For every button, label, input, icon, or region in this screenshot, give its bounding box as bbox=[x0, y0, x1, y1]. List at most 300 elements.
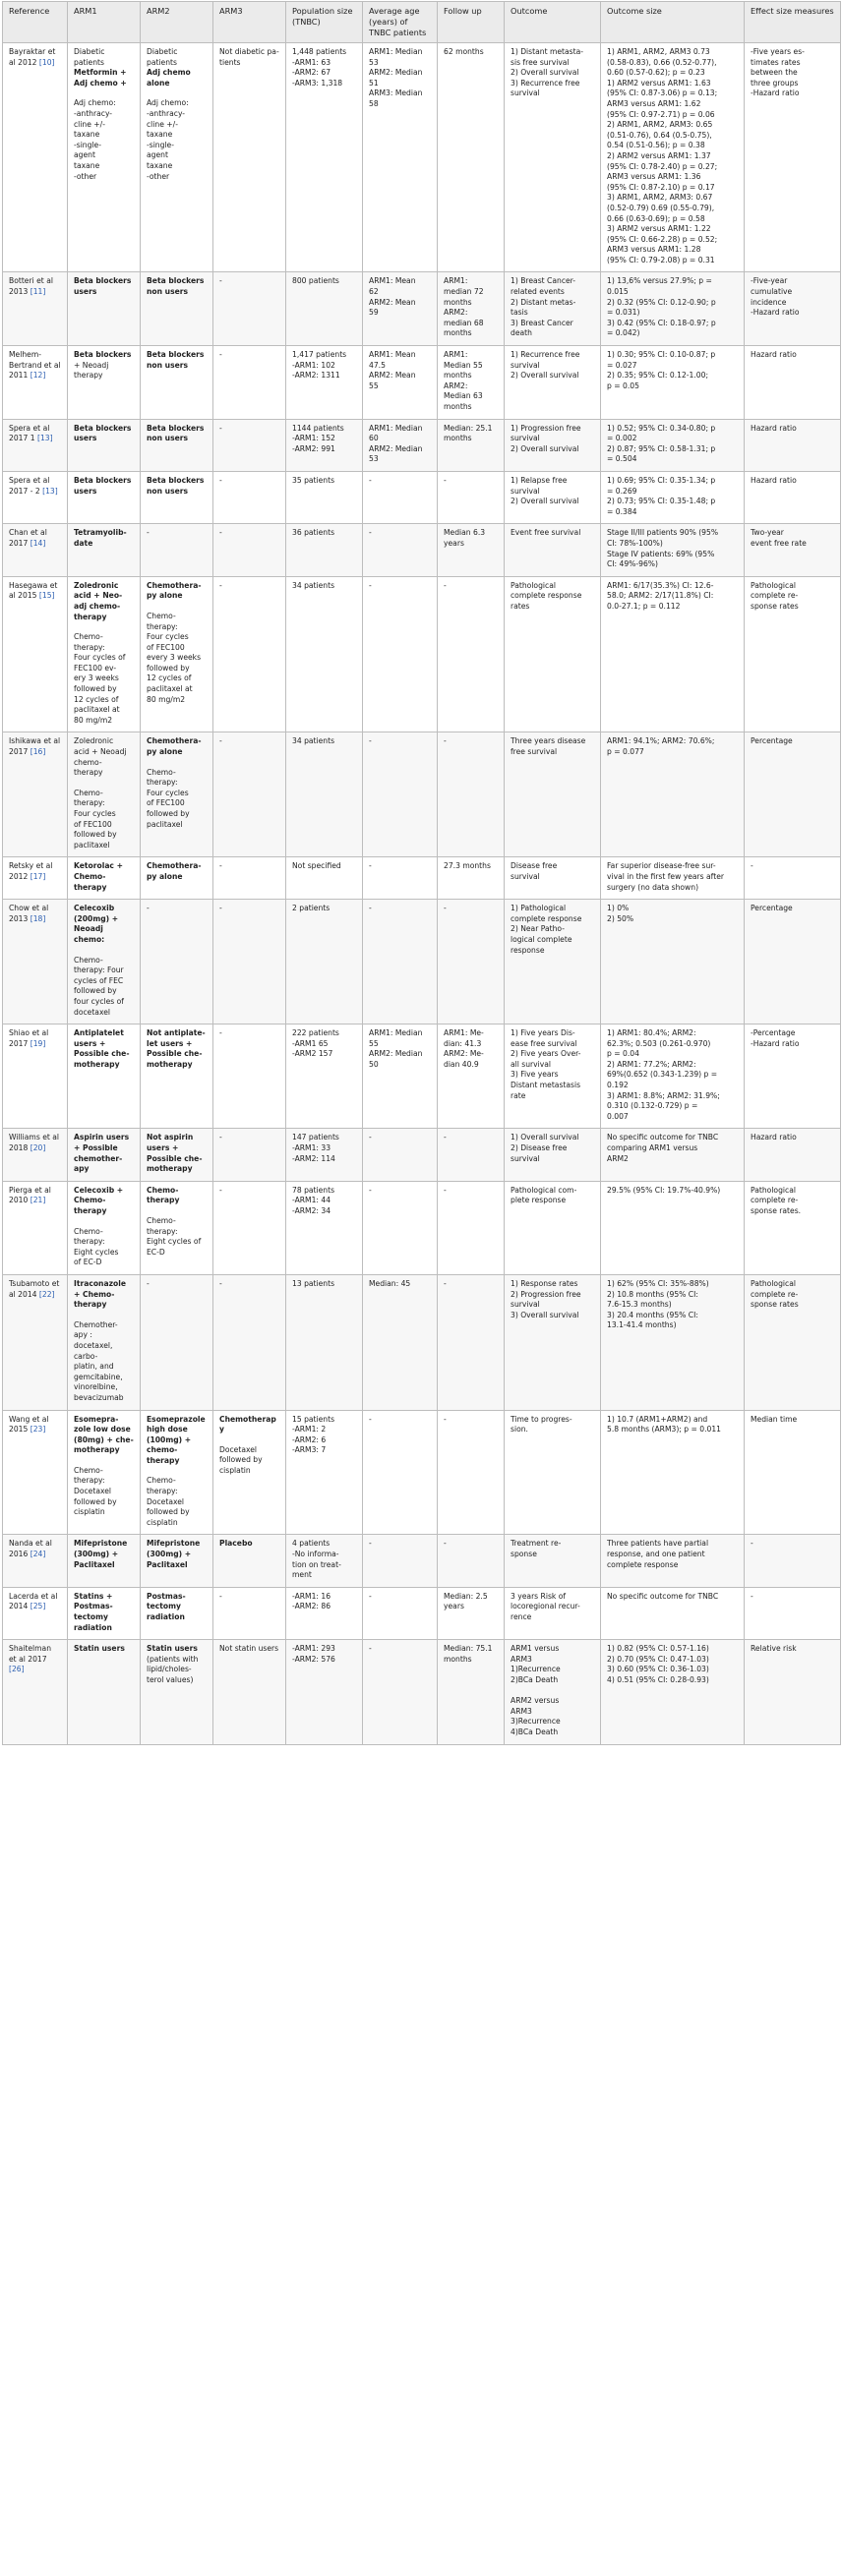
arm1-details: Chemo- therapy: Eight cycles of EC-D bbox=[74, 1226, 119, 1267]
cell-population bbox=[286, 732, 363, 857]
cell-outcome-size bbox=[601, 1129, 745, 1181]
arm2-after: (patients with lipid/choles- terol values) bbox=[147, 1654, 199, 1684]
cell-age bbox=[363, 419, 438, 471]
cell-age bbox=[363, 524, 438, 576]
cell-arm3 bbox=[213, 1640, 286, 1744]
cell-effect-text: -Five years es- timates rates between the three groups -Hazard ratio bbox=[751, 47, 805, 98]
reference-link[interactable]: [16] bbox=[30, 747, 46, 757]
header-population: Population size (TNBC) bbox=[286, 2, 363, 43]
cell-population-text: 36 patients bbox=[292, 528, 335, 538]
reference-text: Hasegawa et al 2015 bbox=[9, 580, 58, 601]
arm2-treatment: Statin users bbox=[147, 1644, 198, 1654]
cell-age bbox=[363, 471, 438, 523]
cell-reference bbox=[3, 1587, 68, 1639]
reference-text: Wang et al 2015 bbox=[9, 1414, 49, 1434]
cell-age-text: - bbox=[369, 1133, 372, 1142]
cell-outcome-size-text: Far superior disease-free sur- vival in the first few years after surgery (no data shown) bbox=[607, 861, 724, 892]
reference-text: Retsky et al 2012 bbox=[9, 861, 53, 881]
cell-arm2 bbox=[141, 524, 213, 576]
cell-outcome-size-text: 1) 62% (95% CI: 35%-88%) 2) 10.8 months (95% CI: 7.6-15.3 months) 3) 20.4 months (95% CI: 13.1-41.4 months) bbox=[607, 1278, 709, 1330]
arm1-treatment: Beta blockers bbox=[74, 350, 132, 360]
cell-outcome-text: 1) Pathological complete response 2) Near Patho- logical complete response bbox=[511, 904, 582, 955]
cell-population bbox=[286, 1025, 363, 1129]
cell-follow-up-text: - bbox=[444, 1414, 447, 1424]
cell-age bbox=[363, 732, 438, 857]
arm2-details: Chemo- therapy: Eight cycles of EC-D bbox=[147, 1216, 202, 1257]
table-row bbox=[3, 1587, 841, 1639]
cell-arm1 bbox=[68, 1587, 141, 1639]
arm1-treatment: Ketorolac + Chemo-therapy bbox=[74, 861, 123, 892]
reference-link[interactable]: [13] bbox=[42, 486, 58, 496]
cell-population-text: 800 patients bbox=[292, 276, 339, 286]
cell-follow-up-text: - bbox=[444, 1539, 447, 1549]
arm2-details: Chemo- therapy: Four cycles of FEC100 every 3 weeks followed by 12 cycles of paclitaxel at 80 mg/m2 bbox=[147, 611, 202, 704]
cell-arm3 bbox=[213, 576, 286, 732]
cell-arm1 bbox=[68, 524, 141, 576]
reference-text: Chow et al 2013 bbox=[9, 904, 49, 923]
cell-arm2 bbox=[141, 43, 213, 272]
cell-arm1 bbox=[68, 272, 141, 346]
reference-link[interactable]: [25] bbox=[30, 1602, 46, 1611]
cell-reference bbox=[3, 346, 68, 420]
cell-effect bbox=[745, 346, 841, 420]
cell-outcome-size bbox=[601, 732, 745, 857]
reference-link[interactable]: [15] bbox=[38, 591, 55, 601]
cell-age-text: - bbox=[369, 1539, 372, 1549]
cell-age-text: - bbox=[369, 1644, 372, 1654]
cell-population bbox=[286, 1181, 363, 1274]
header-outcome: Outcome bbox=[505, 2, 601, 43]
cell-arm3 bbox=[213, 1025, 286, 1129]
cell-effect bbox=[745, 1274, 841, 1410]
cell-outcome bbox=[505, 346, 601, 420]
cell-reference bbox=[3, 576, 68, 732]
arm3-text: - bbox=[219, 1185, 222, 1195]
cell-outcome-text: Pathological complete response rates bbox=[511, 580, 582, 611]
cell-population-text: 13 patients bbox=[292, 1278, 335, 1288]
arm2-details: Chemo- therapy: Docetaxel followed by cisplatin bbox=[147, 1476, 190, 1527]
cell-reference bbox=[3, 857, 68, 900]
cell-population-text: 1144 patients -ARM1: 152 -ARM2: 991 bbox=[292, 423, 344, 453]
cell-arm1 bbox=[68, 1025, 141, 1129]
cell-arm3 bbox=[213, 1535, 286, 1587]
cell-outcome-size bbox=[601, 43, 745, 272]
cell-arm2 bbox=[141, 1640, 213, 1744]
cell-outcome bbox=[505, 1025, 601, 1129]
cell-effect-text: Percentage bbox=[751, 904, 793, 913]
cell-effect bbox=[745, 900, 841, 1025]
cell-reference bbox=[3, 732, 68, 857]
cell-outcome-size-text: 1) 0% 2) 50% bbox=[607, 904, 634, 923]
cell-outcome-size-text: 29.5% (95% CI: 19.7%-40.9%) bbox=[607, 1185, 721, 1195]
cell-outcome bbox=[505, 1535, 601, 1587]
cell-outcome-size bbox=[601, 1274, 745, 1410]
cell-reference bbox=[3, 471, 68, 523]
reference-text: Spera et al 2017 1 bbox=[9, 423, 50, 443]
reference-link[interactable]: [24] bbox=[30, 1550, 46, 1559]
cell-outcome-size bbox=[601, 346, 745, 420]
cell-age-text: - bbox=[369, 580, 372, 590]
reference-link[interactable]: [18] bbox=[30, 913, 46, 923]
cell-outcome-size bbox=[601, 524, 745, 576]
reference-link[interactable]: [21] bbox=[30, 1196, 46, 1205]
cell-arm1 bbox=[68, 900, 141, 1025]
cell-effect bbox=[745, 1181, 841, 1274]
cell-follow-up bbox=[438, 471, 505, 523]
cell-age bbox=[363, 1025, 438, 1129]
cell-arm2 bbox=[141, 1587, 213, 1639]
cell-follow-up bbox=[438, 576, 505, 732]
arm1-after: + Neoadj therapy bbox=[74, 360, 109, 381]
cell-outcome-text: 1) Five years Dis- ease free survival 2) Five years Over- all survival 3) Five years Distant metastasis rate bbox=[511, 1028, 581, 1100]
cell-outcome bbox=[505, 1640, 601, 1744]
reference-link[interactable]: [22] bbox=[38, 1289, 55, 1299]
cell-outcome bbox=[505, 1410, 601, 1535]
cell-arm1 bbox=[68, 346, 141, 420]
arm2-treatment: Chemothera- py alone bbox=[147, 736, 202, 757]
cell-effect-text: Relative risk bbox=[751, 1644, 797, 1654]
cell-arm2 bbox=[141, 419, 213, 471]
cell-effect bbox=[745, 1025, 841, 1129]
cell-follow-up-text: - bbox=[444, 580, 447, 590]
table-row bbox=[3, 1181, 841, 1274]
arm2-treatment: Not aspirin users + Possible che- motherapy bbox=[147, 1133, 203, 1174]
cell-outcome-size-text: 1) 0.30; 95% CI: 0.10-0.87; p = 0.027 2) 0.35; 95% CI: 0.12-1.00; p = 0.05 bbox=[607, 350, 716, 390]
cell-effect-text: Pathological complete re- sponse rates bbox=[751, 1278, 799, 1310]
cell-population bbox=[286, 576, 363, 732]
cell-age-text: - bbox=[369, 1185, 372, 1195]
cell-reference bbox=[3, 43, 68, 272]
cell-outcome-size bbox=[601, 1587, 745, 1639]
cell-effect-text: Median time bbox=[751, 1414, 798, 1424]
cell-arm3 bbox=[213, 1410, 286, 1535]
cell-follow-up-text: Median 6.3 years bbox=[444, 528, 486, 548]
arm3-text: - bbox=[219, 528, 222, 538]
arm1-treatment: Beta blockers users bbox=[74, 423, 132, 443]
cell-outcome-text: Pathological com- plete response bbox=[511, 1185, 577, 1205]
arm2-text: - bbox=[147, 1278, 150, 1288]
arm1-treatment: Celecoxib (200mg) + Neoadj chemo: bbox=[74, 904, 119, 944]
arm2-treatment: Adj chemo alone bbox=[147, 68, 191, 88]
reference-link[interactable]: [14] bbox=[30, 538, 46, 548]
cell-outcome bbox=[505, 43, 601, 272]
cell-arm2 bbox=[141, 576, 213, 732]
arm2-treatment: Chemothera- py alone bbox=[147, 861, 202, 881]
cell-population bbox=[286, 272, 363, 346]
cell-outcome-text: 1) Distant metasta- sis free survival 2) Overall survival 3) Recurrence free survival bbox=[511, 47, 583, 98]
cell-arm3 bbox=[213, 346, 286, 420]
cell-outcome-size-text: No specific outcome for TNBC bbox=[607, 1591, 719, 1601]
cell-population bbox=[286, 1535, 363, 1587]
cell-arm1 bbox=[68, 471, 141, 523]
arm1-treatment: Metformin + Adj chemo + bbox=[74, 68, 127, 88]
cell-age bbox=[363, 1129, 438, 1181]
cell-follow-up-text: ARM1: Me- dian: 41.3 ARM2: Me- dian 40.9 bbox=[444, 1028, 484, 1069]
cell-follow-up-text: - bbox=[444, 904, 447, 913]
cell-follow-up-text: 27.3 months bbox=[444, 861, 491, 871]
cell-age bbox=[363, 576, 438, 732]
arm3-treatment: Chemotherapy bbox=[219, 1414, 276, 1434]
cell-effect bbox=[745, 524, 841, 576]
cell-arm2 bbox=[141, 1274, 213, 1410]
table-row bbox=[3, 272, 841, 346]
cell-outcome-size-text: 1) ARM1, ARM2, ARM3 0.73 (0.58-0.83), 0.66 (0.52-0.77), 0.60 (0.57-0.62); p = 0.23 1) ARM2 versus ARM1: 1.63 (95% CI: 0.87-3.06) p = 0.13; ARM3 versus ARM1: 1.62 (95% CI: 0.97-2.71) p = 0.06 2) ARM1, ARM2, ARM3: 0.65 (0.51-0.76), 0.64 (0.5-0.75), 0.54 (0.51-0.56); p = 0.38 2) ARM2 versus ARM1: 1.37 (95% CI: 0.78-2.40) p = 0.27; ARM3 versus ARM1: 1.36 (95% CI: 0.87-2.10) p = 0.17 3) ARM1, ARM2, ARM3: 0.67 (0.52-0.79) 0.69 (0.55-0.79), 0.66 (0.63-0.69); p = 0.58 3) ARM2 versus ARM1: 1.22 (95% CI: 0.66-2.28) p = 0.52; ARM3 versus ARM1: 1.28 (95% CI: 0.79-2.08) p = 0.31 bbox=[607, 47, 718, 264]
cell-population-text: 4 patients -No informa- tion on treat- ment bbox=[292, 1539, 341, 1580]
cell-arm2 bbox=[141, 346, 213, 420]
cell-follow-up bbox=[438, 1535, 505, 1587]
cell-outcome-size bbox=[601, 1640, 745, 1744]
table-row bbox=[3, 1274, 841, 1410]
reference-text: Williams et al 2018 bbox=[9, 1133, 60, 1153]
arm3-text: - bbox=[219, 350, 222, 360]
arm3-text: - bbox=[219, 1133, 222, 1142]
cell-age-text: - bbox=[369, 475, 372, 485]
cell-outcome-size-text: 1) 0.69; 95% CI: 0.35-1.34; p = 0.269 2) 0.73; 95% CI: 0.35-1.48; p = 0.384 bbox=[607, 475, 716, 516]
arm1-details: Chemo- therapy: Four cycles of FEC followed by four cycles of docetaxel bbox=[74, 955, 124, 1017]
arm1-treatment: Beta blockers users bbox=[74, 475, 132, 496]
cell-follow-up bbox=[438, 346, 505, 420]
cell-effect bbox=[745, 732, 841, 857]
cell-population bbox=[286, 1129, 363, 1181]
cell-outcome bbox=[505, 732, 601, 857]
reference-link[interactable]: [17] bbox=[30, 871, 46, 881]
cell-outcome bbox=[505, 576, 601, 732]
cell-follow-up bbox=[438, 857, 505, 900]
cell-effect-text: - bbox=[751, 1539, 753, 1549]
cell-follow-up-text: ARM1: Median 55 months ARM2: Median 63 months bbox=[444, 350, 483, 411]
reference-link[interactable]: [12] bbox=[30, 371, 46, 381]
cell-age bbox=[363, 346, 438, 420]
cell-arm1 bbox=[68, 1535, 141, 1587]
arm1-treatment: Beta blockers users bbox=[74, 276, 132, 297]
arm2-treatment: Beta blockers non users bbox=[147, 350, 205, 370]
cell-outcome-size-text: ARM1: 94.1%; ARM2: 70.6%; p = 0.077 bbox=[607, 736, 715, 757]
cell-effect-text: Hazard ratio bbox=[751, 423, 797, 433]
arm2-treatment: Chemothera- py alone bbox=[147, 580, 202, 601]
cell-arm3 bbox=[213, 1181, 286, 1274]
cell-outcome bbox=[505, 524, 601, 576]
cell-age-text: - bbox=[369, 904, 372, 913]
cell-outcome bbox=[505, 419, 601, 471]
cell-effect bbox=[745, 1129, 841, 1181]
cell-age-text: Median: 45 bbox=[369, 1278, 411, 1288]
reference-text: Tsubamoto et al 2014 bbox=[9, 1278, 60, 1299]
cell-age bbox=[363, 1640, 438, 1744]
arm1-details: Chemo- therapy: Docetaxel followed by cisplatin bbox=[74, 1465, 117, 1517]
reference-link[interactable]: [13] bbox=[37, 434, 53, 443]
cell-outcome-size-text: 1) 0.52; 95% CI: 0.34-0.80; p = 0.002 2) 0.87; 95% CI: 0.58-1.31; p = 0.504 bbox=[607, 423, 716, 464]
cell-follow-up-text: Median: 25.1 months bbox=[444, 423, 493, 443]
table-row bbox=[3, 1640, 841, 1744]
cell-arm1 bbox=[68, 1129, 141, 1181]
cell-reference bbox=[3, 1410, 68, 1535]
cell-arm2 bbox=[141, 1025, 213, 1129]
cell-arm2 bbox=[141, 857, 213, 900]
arm1-treatment: Tetramyolib- date bbox=[74, 528, 127, 548]
arm3-text: - bbox=[219, 1591, 222, 1601]
cell-population bbox=[286, 1274, 363, 1410]
arm3-text: - bbox=[219, 904, 222, 913]
cell-outcome-size bbox=[601, 1025, 745, 1129]
cell-outcome-text: Three years disease free survival bbox=[511, 736, 586, 757]
table-row bbox=[3, 471, 841, 523]
reference-link[interactable]: [20] bbox=[30, 1143, 46, 1153]
cell-age bbox=[363, 1587, 438, 1639]
cell-outcome-text: 3 years Risk of locoregional recur- rence bbox=[511, 1591, 580, 1621]
cell-follow-up-text: - bbox=[444, 1133, 447, 1142]
cell-arm2 bbox=[141, 1410, 213, 1535]
cell-reference bbox=[3, 1025, 68, 1129]
cell-outcome-text: Disease free survival bbox=[511, 861, 558, 881]
arm3-text: - bbox=[219, 580, 222, 590]
cell-population-text: -ARM1: 293 -ARM2: 576 bbox=[292, 1644, 335, 1664]
cell-outcome-size bbox=[601, 1181, 745, 1274]
cell-reference bbox=[3, 1181, 68, 1274]
table-row bbox=[3, 346, 841, 420]
cell-population-text: 147 patients -ARM1: 33 -ARM2: 114 bbox=[292, 1133, 339, 1163]
cell-population bbox=[286, 1410, 363, 1535]
cell-effect bbox=[745, 576, 841, 732]
cell-arm3 bbox=[213, 857, 286, 900]
cell-outcome-size-text: 1) ARM1: 80.4%; ARM2: 62.3%; 0.503 (0.261-0.970) p = 0.04 2) ARM1: 77.2%; ARM2: 69%(0.652 (0.343-1.239) p = 0.192 3) ARM1: 8.8%; ARM2: 31.9%; 0.310 (0.132-0.729) p = 0.007 bbox=[607, 1028, 720, 1121]
cell-effect-text: -Five-year cumulative incidence -Hazard ratio bbox=[751, 276, 800, 318]
reference-text: Shiao et al 2017 bbox=[9, 1028, 49, 1048]
arm1-treatment: Zoledronic acid + Neo-adj chemo-therapy bbox=[74, 580, 123, 621]
header-age: Average age (years) of TNBC patients bbox=[363, 2, 438, 43]
table-row bbox=[3, 1410, 841, 1535]
cell-population-text: 34 patients bbox=[292, 580, 335, 590]
arm2-treatment: Not antiplate- let users + Possible che- motherapy bbox=[147, 1028, 206, 1069]
cell-follow-up bbox=[438, 1025, 505, 1129]
arm3-text: - bbox=[219, 475, 222, 485]
cell-age-text: ARM1: Median 53 ARM2: Median 51 ARM3: Median 58 bbox=[369, 47, 423, 108]
reference-text: Lacerda et al 2014 bbox=[9, 1591, 58, 1611]
cell-outcome-size bbox=[601, 272, 745, 346]
header-outcome-size: Outcome size bbox=[601, 2, 745, 43]
cell-arm3 bbox=[213, 900, 286, 1025]
header-effect: Effect size measures bbox=[745, 2, 841, 43]
cell-effect-text: - bbox=[751, 861, 753, 871]
table-row bbox=[3, 1129, 841, 1181]
header-arm3: ARM3 bbox=[213, 2, 286, 43]
cell-age-text: - bbox=[369, 528, 372, 538]
cell-reference bbox=[3, 1274, 68, 1410]
cell-effect-text: Pathological complete re- sponse rates bbox=[751, 580, 799, 611]
cell-arm3 bbox=[213, 1129, 286, 1181]
cell-follow-up-text: - bbox=[444, 1278, 447, 1288]
cell-outcome-text: ARM1 versus ARM3 1)Recurrence 2)BCa Death ARM2 versus ARM3 3)Recurrence 4)BCa Death bbox=[511, 1644, 561, 1736]
reference-link[interactable]: [10] bbox=[38, 57, 55, 67]
reference-link[interactable]: [11] bbox=[30, 287, 46, 297]
cell-outcome-size bbox=[601, 471, 745, 523]
header-follow-up: Follow up bbox=[438, 2, 505, 43]
arm3-text: - bbox=[219, 1278, 222, 1288]
reference-link[interactable]: [19] bbox=[30, 1038, 46, 1048]
table-row bbox=[3, 524, 841, 576]
table-row bbox=[3, 732, 841, 857]
cell-follow-up-text: - bbox=[444, 475, 447, 485]
arm1-details: Chemother- apy : docetaxel, carbo- platin, and gemcitabine, vinorelbine, bevacizumab bbox=[74, 1319, 124, 1402]
reference-text: Spera et al 2017 - 2 bbox=[9, 475, 50, 496]
cell-outcome bbox=[505, 857, 601, 900]
reference-text: Pierga et al 2010 bbox=[9, 1185, 51, 1205]
cell-outcome-size-text: Three patients have partial response, and one patient complete response bbox=[607, 1539, 709, 1569]
arm3-treatment: Placebo bbox=[219, 1539, 253, 1549]
cell-population bbox=[286, 900, 363, 1025]
cell-outcome-text: 1) Response rates 2) Progression free survival 3) Overall survival bbox=[511, 1278, 581, 1319]
cell-effect-text: Hazard ratio bbox=[751, 1133, 797, 1142]
cell-arm3 bbox=[213, 419, 286, 471]
header-reference: Reference bbox=[3, 2, 68, 43]
cell-outcome bbox=[505, 471, 601, 523]
cell-age bbox=[363, 1410, 438, 1535]
reference-text: Melhem-Bertrand et al 2011 bbox=[9, 350, 61, 381]
cell-follow-up bbox=[438, 43, 505, 272]
arm2-treatment: Chemo- therapy bbox=[147, 1185, 180, 1205]
header-row bbox=[3, 2, 841, 43]
cell-follow-up bbox=[438, 1410, 505, 1535]
cell-population bbox=[286, 1640, 363, 1744]
cell-age-text: ARM1: Median 60 ARM2: Median 53 bbox=[369, 423, 423, 464]
arm1-text: Zoledronic acid + Neoadj chemo- therapy bbox=[74, 736, 127, 778]
cell-population bbox=[286, 524, 363, 576]
cell-population-text: 222 patients -ARM1 65 -ARM2 157 bbox=[292, 1028, 339, 1059]
cell-age-text: ARM1: Mean 47.5 ARM2: Mean 55 bbox=[369, 350, 416, 390]
cell-arm2 bbox=[141, 1129, 213, 1181]
reference-link[interactable]: [26] bbox=[9, 1665, 25, 1674]
cell-arm2 bbox=[141, 732, 213, 857]
header-arm1: ARM1 bbox=[68, 2, 141, 43]
cell-outcome-size bbox=[601, 1535, 745, 1587]
cell-effect bbox=[745, 1587, 841, 1639]
cell-population bbox=[286, 471, 363, 523]
cell-arm3 bbox=[213, 732, 286, 857]
reference-text: Nanda et al 2016 bbox=[9, 1539, 52, 1559]
cell-reference bbox=[3, 1129, 68, 1181]
cell-outcome-text: 1) Recurrence free survival 2) Overall survival bbox=[511, 350, 580, 381]
cell-effect bbox=[745, 1410, 841, 1535]
cell-population-text: 15 patients -ARM1: 2 -ARM2: 6 -ARM3: 7 bbox=[292, 1414, 335, 1455]
cell-effect-text: Pathological complete re- sponse rates. bbox=[751, 1185, 802, 1215]
cell-outcome bbox=[505, 1129, 601, 1181]
cell-effect bbox=[745, 43, 841, 272]
cell-outcome-size-text: ARM1: 6/17(35.3%) CI: 12.6- 58.0; ARM2: 2/17(11.8%) CI: 0.0-27.1; p = 0.112 bbox=[607, 580, 714, 611]
cell-effect-text: Two-year event free rate bbox=[751, 528, 807, 548]
arm3-text: Not diabetic pa- tients bbox=[219, 47, 279, 67]
reference-text: Bayraktar et al 2012 bbox=[9, 47, 56, 67]
cell-arm1 bbox=[68, 419, 141, 471]
table-row bbox=[3, 419, 841, 471]
cell-reference bbox=[3, 1535, 68, 1587]
cell-outcome bbox=[505, 1181, 601, 1274]
cell-effect bbox=[745, 272, 841, 346]
cell-follow-up-text: Median: 75.1 months bbox=[444, 1644, 493, 1664]
cell-outcome-size-text: 1) 10.7 (ARM1+ARM2) and 5.8 months (ARM3); p = 0.011 bbox=[607, 1414, 722, 1434]
cell-reference bbox=[3, 1640, 68, 1744]
cell-outcome-size bbox=[601, 1410, 745, 1535]
arm2-treatment: Esomeprazole high dose (100mg) + chemo- therapy bbox=[147, 1414, 206, 1465]
cell-outcome-size-text: 1) 13,6% versus 27.9%; p = 0.015 2) 0.32 (95% CI: 0.12-0.90; p = 0.031) 3) 0.42 (95% CI: 0.18-0.97; p = 0.042) bbox=[607, 276, 716, 338]
reference-link[interactable]: [23] bbox=[30, 1425, 46, 1434]
cell-effect-text: Hazard ratio bbox=[751, 475, 797, 485]
cell-outcome-text: 1) Progression free survival 2) Overall survival bbox=[511, 423, 581, 453]
cell-age bbox=[363, 1535, 438, 1587]
cell-follow-up bbox=[438, 732, 505, 857]
arm1-pre: Diabetic patients bbox=[74, 47, 105, 67]
cell-arm2 bbox=[141, 471, 213, 523]
cell-reference bbox=[3, 900, 68, 1025]
table-body bbox=[3, 43, 841, 1745]
